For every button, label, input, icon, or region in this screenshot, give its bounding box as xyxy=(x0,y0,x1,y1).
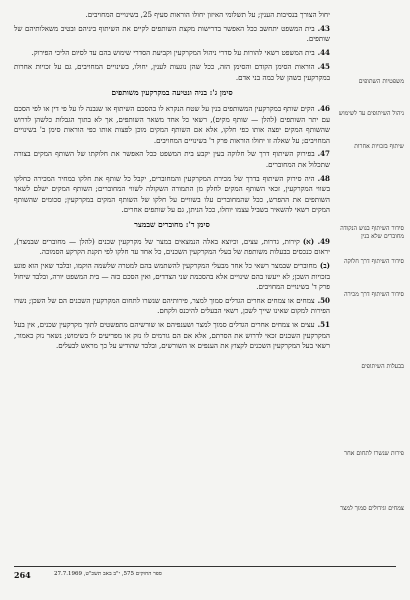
margin-note: בבעלות השיתופים xyxy=(361,363,404,370)
section-paragraph xyxy=(14,237,330,258)
section-number: 47. xyxy=(317,149,330,159)
margin-note: צמחים וגידולים סמוך למצר xyxy=(340,505,404,512)
section-paragraph xyxy=(14,10,330,20)
section-text: יחול הצורך בנסיבות הענין; על תשלומי האיזון יחולו הוראות סעיף 25, בשינויים המחויבים. xyxy=(85,10,330,19)
footer-text: ספר החוקים 575, י"ב באב תשכ"ט, 27.7.1969 xyxy=(54,571,162,577)
section-heading-1: סימן ג': בניה ונטיעה במקרקעין משותפים xyxy=(111,87,233,97)
section-number: 48. xyxy=(317,173,330,183)
footer-rule xyxy=(14,566,396,567)
section-number: 51. xyxy=(317,320,330,330)
section-paragraph xyxy=(14,62,330,83)
section-text: צמחים או צמחים אחרים הגדלים סמוך למצר, פירותיהם שנשרו לתחום המקרקעין השכנים הם של השכן; נשרו הפירות למקום שאינו שייך לשכן, רשאי הבעלים להיכנס ולקחם. xyxy=(13,295,330,316)
margin-note: סידור השיתוף דרך חלוקה xyxy=(344,258,404,265)
section-number: 45. xyxy=(317,62,330,72)
section-paragraph xyxy=(14,261,330,292)
section-number: (ב) xyxy=(319,261,330,271)
margin-note: ניהול השיתופים עד לשימוש xyxy=(338,110,404,117)
paragraph-group xyxy=(14,237,330,352)
margin-note: משפטיות השתופים xyxy=(358,78,404,85)
section-text: מחוברים שבמצר רשאי כל אחד מבעלי המקרקעין להשתמש בהם למטרה שלשמה הוקמו, ובלבד שאין הוא פוגע בזכויות השכן; לא ייעשו בהם שינויים אלא בהסכמת שני הצדדים, ואין הסכם כזה — בית המשפט יורה, ובלבד שיחול פרק ד' בשינויים המחויבים. xyxy=(14,261,330,291)
section-text: קירות, גדרות, עצים, וכיוצא באלה הנמצאים במצר של מקרקעין שכנים (להלן — מחוברים שבמצר), יראום כנכסים בבעלות משותפת של בעלי המקרקעין השכנים, כל אחד עד חלקו לפי תקנת הקרקע הסמוכה. xyxy=(14,236,330,257)
section-heading-2: סימן ד': מחוברים שבמצר xyxy=(134,220,210,230)
section-text: בית המשפט יתחשב ככל האפשר בדרישות מקצת השותפים לקיים את השיתוף ביניהם ובטיב משאלותיהם של שותפים. xyxy=(14,23,330,44)
section-paragraph xyxy=(14,104,330,146)
paragraph-group xyxy=(14,10,330,83)
section-paragraph xyxy=(14,48,330,58)
section-paragraph xyxy=(14,149,330,170)
margin-note: שיתוף בזכויות אחרות xyxy=(354,143,404,150)
section-paragraph xyxy=(14,296,330,317)
section-paragraph xyxy=(14,174,330,216)
paragraph-group xyxy=(14,104,330,215)
section-text: עצים או צמחים אחרים הגדלים סמוך למצר ושענפיהם או שורשיהם מתפשטים לתוך מקרקעין שכנים, אין בעל המקרקעין השכנים זכאי לדרוש את הסרתם, אלא אם הם גורמים לו נזק או מפריעים לו בשימוש; נשאר נזק כאמור, רשאי בעל המקרקעין השכנים לקצוץ את הענפים או השורשים, ובלבד שהודיע על כך מראש לבעלים. xyxy=(14,320,330,350)
section-text: בית המשפט רשאי להורות על סדרי ניהול המקרקעין וקביעת הסדרי שימוש בהם עד לסיום הליכי הפירוק. xyxy=(31,48,315,58)
margin-note: סידור השיתוף דרך מכירה xyxy=(344,291,404,298)
section-paragraph xyxy=(14,320,330,351)
section-number: 44. xyxy=(317,48,330,58)
page-number: 264 xyxy=(14,570,31,580)
section-number: 46. xyxy=(317,104,330,114)
footer xyxy=(14,570,396,586)
section-text: הקים שותף במקרקעין המשותפים בנין על שטח הנקרא לו בהסכם השיתוף או שנבנה לו על פי דין או לפי הסכם עם יתר השותפים (להלן — שותף מקים), רשאי כל אחד משאר השותפים, אך לא בתוך הגבלות כלשהן לדרוש שהשותף המקים יפצה אותו כפי חלקו, אלא אם השותף המקים מוכן לפצות אותו כפי הוראות סימן ב' בשינויים המחויבים; על שאלה זו יחולו הוראות פרק ד' בשינויים המחויבים. xyxy=(14,104,330,145)
section-text: היה סירוק השיתוף בדרך של מכירת המקרקעין והמחוברים, יקבל כל שותף את חלקו במחיר המכירה כחלקו בשווי המקרקעין, זכאי השותף המקים לחלק מן התמורה השקולה לשווי המחוברים; השותף המקים ישלם לשאר השותפים את ההפרש, ככל שהמחוברים עלו בשוויים על חלקו של השותף המקים במקרקעין; סכומים שהשותף המקים רשאי להשאיר בשביל עצמו יוחלו, ככל הניתן, גם על שותפים אחרים. xyxy=(14,173,330,214)
section-paragraph xyxy=(14,24,330,45)
section-number: 43. xyxy=(317,23,330,33)
margin-note: סידור השיתוף בגוש הנקודה מחוברים שלא בנין xyxy=(340,225,404,240)
section-number: 50. xyxy=(317,295,330,305)
section-number: 49. (א) xyxy=(302,236,330,246)
section-text: בפירוק השיתוף דרך של חלוקה בעין יקבע בית המשפט ככל האפשר את חלוקתו של השותף המקים בצורה שתכלול את המחוברים. xyxy=(14,149,330,169)
margin-note: פירות שנשרו לתחום אחר xyxy=(344,450,404,457)
section-text: הוראות הסימן הקודם והסימן הזה, ככל שהן נוגעות לענין, יחולו, בשינויים המחויבים, גם על זכויות אחרות במקרקעין כשהן של כמה בני אדם. xyxy=(14,62,330,82)
main-text xyxy=(14,10,330,355)
